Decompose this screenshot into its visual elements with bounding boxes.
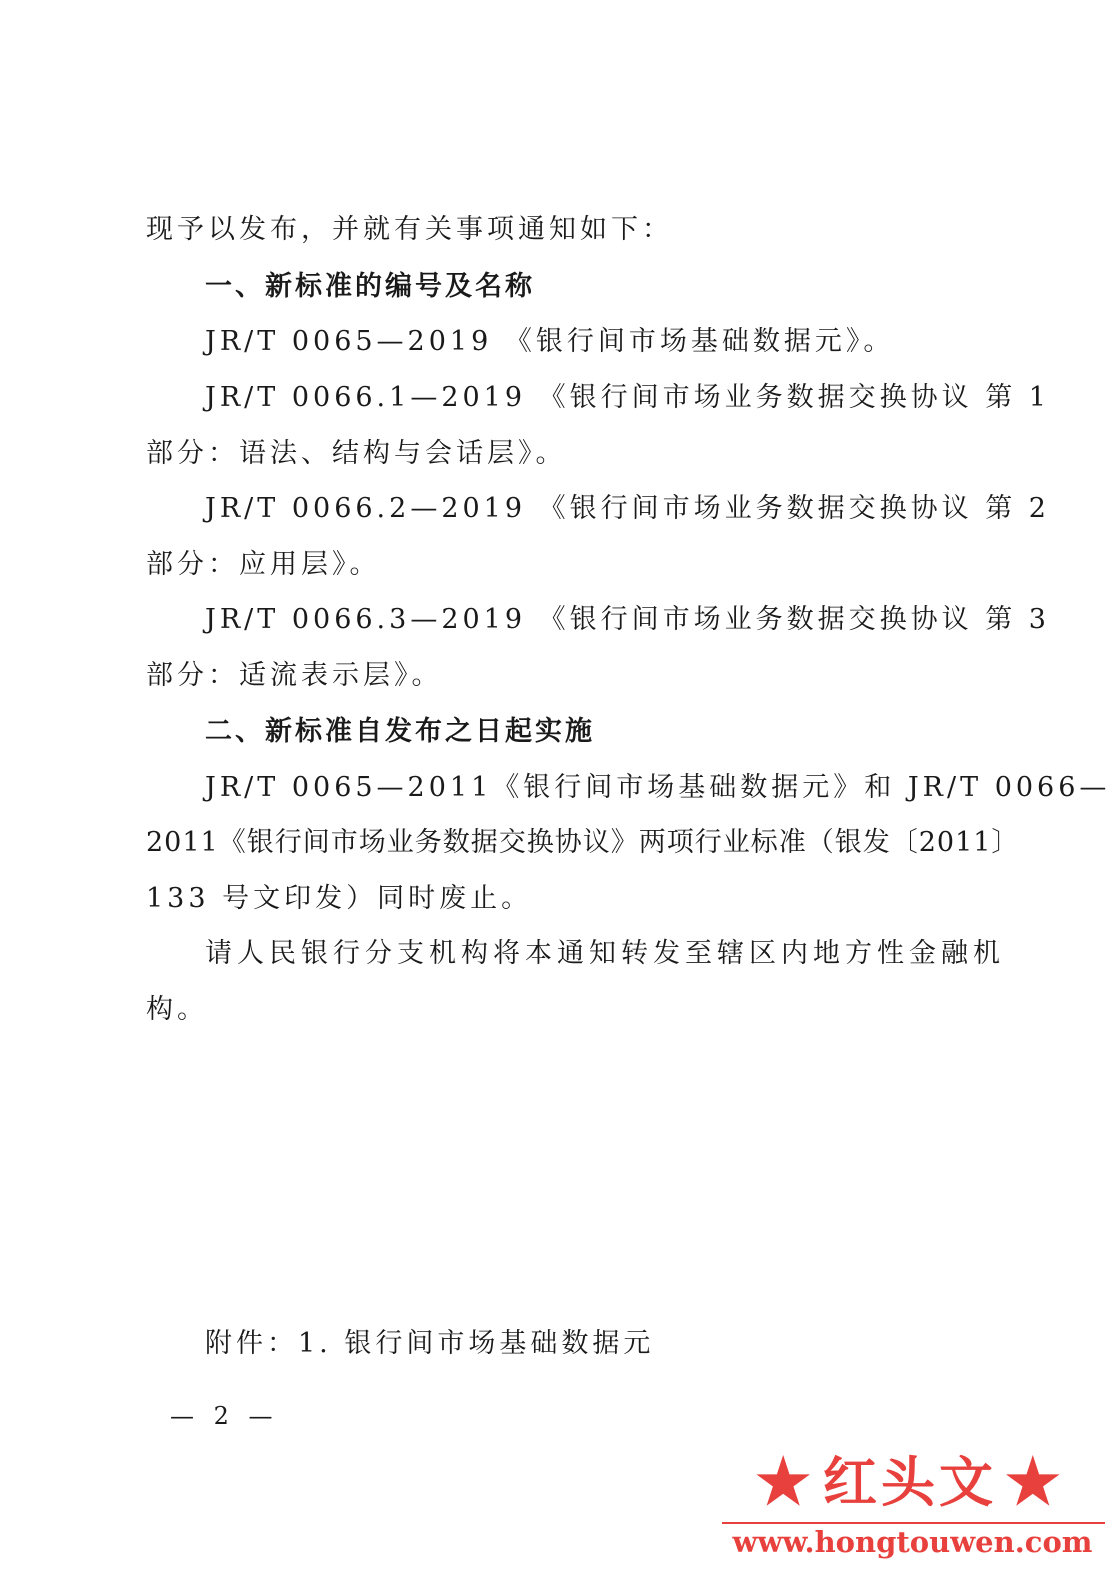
watermark-url: www.hongtouwen.com	[732, 1525, 1093, 1559]
standard-item-0066-1: JR/T 0066.1—2019 《银行间市场业务数据交换协议 第 1	[205, 382, 1050, 413]
standard-item-0066-3: JR/T 0066.3—2019 《银行间市场业务数据交换协议 第 3	[205, 604, 1050, 635]
watermark-title: 红头文	[823, 1450, 997, 1514]
standard-item-0066-1-cont: 部分：语法、结构与会话层》。	[146, 438, 567, 469]
section-heading-2: 二、新标准自发布之日起实施	[205, 716, 595, 747]
standard-item-0065: JR/T 0065—2019 《银行间市场基础数据元》。	[205, 326, 895, 357]
standard-item-0066-2-cont: 部分：应用层》。	[146, 549, 381, 580]
star-icon: ★	[755, 1445, 815, 1518]
body-text-line: 现予以发布，并就有关事项通知如下：	[146, 214, 673, 245]
standard-item-0066-3-cont: 部分：适流表示层》。	[146, 660, 443, 691]
watermark-title-row	[720, 1440, 1100, 1524]
standard-item-0066-2: JR/T 0066.2—2019 《银行间市场业务数据交换协议 第 2	[205, 493, 1050, 524]
body-text-line: 请人民银行分支机构将本通知转发至辖区内地方性金融机	[205, 938, 1005, 969]
page-number: — 2 —	[170, 1402, 279, 1430]
body-text-line: 2011《银行间市场业务数据交换协议》两项行业标准（银发〔2011〕	[146, 827, 1020, 858]
section-heading-1: 一、新标准的编号及名称	[205, 271, 535, 302]
attachment-line: 附件：1. 银行间市场基础数据元	[205, 1328, 655, 1359]
body-text-line: JR/T 0065—2011《银行间市场基础数据元》和 JR/T 0066—	[205, 772, 1111, 803]
body-text-line: 构。	[146, 994, 208, 1025]
body-text-line: 133 号文印发）同时废止。	[146, 883, 533, 914]
star-icon: ★	[1005, 1445, 1065, 1518]
watermark	[720, 1440, 1110, 1580]
